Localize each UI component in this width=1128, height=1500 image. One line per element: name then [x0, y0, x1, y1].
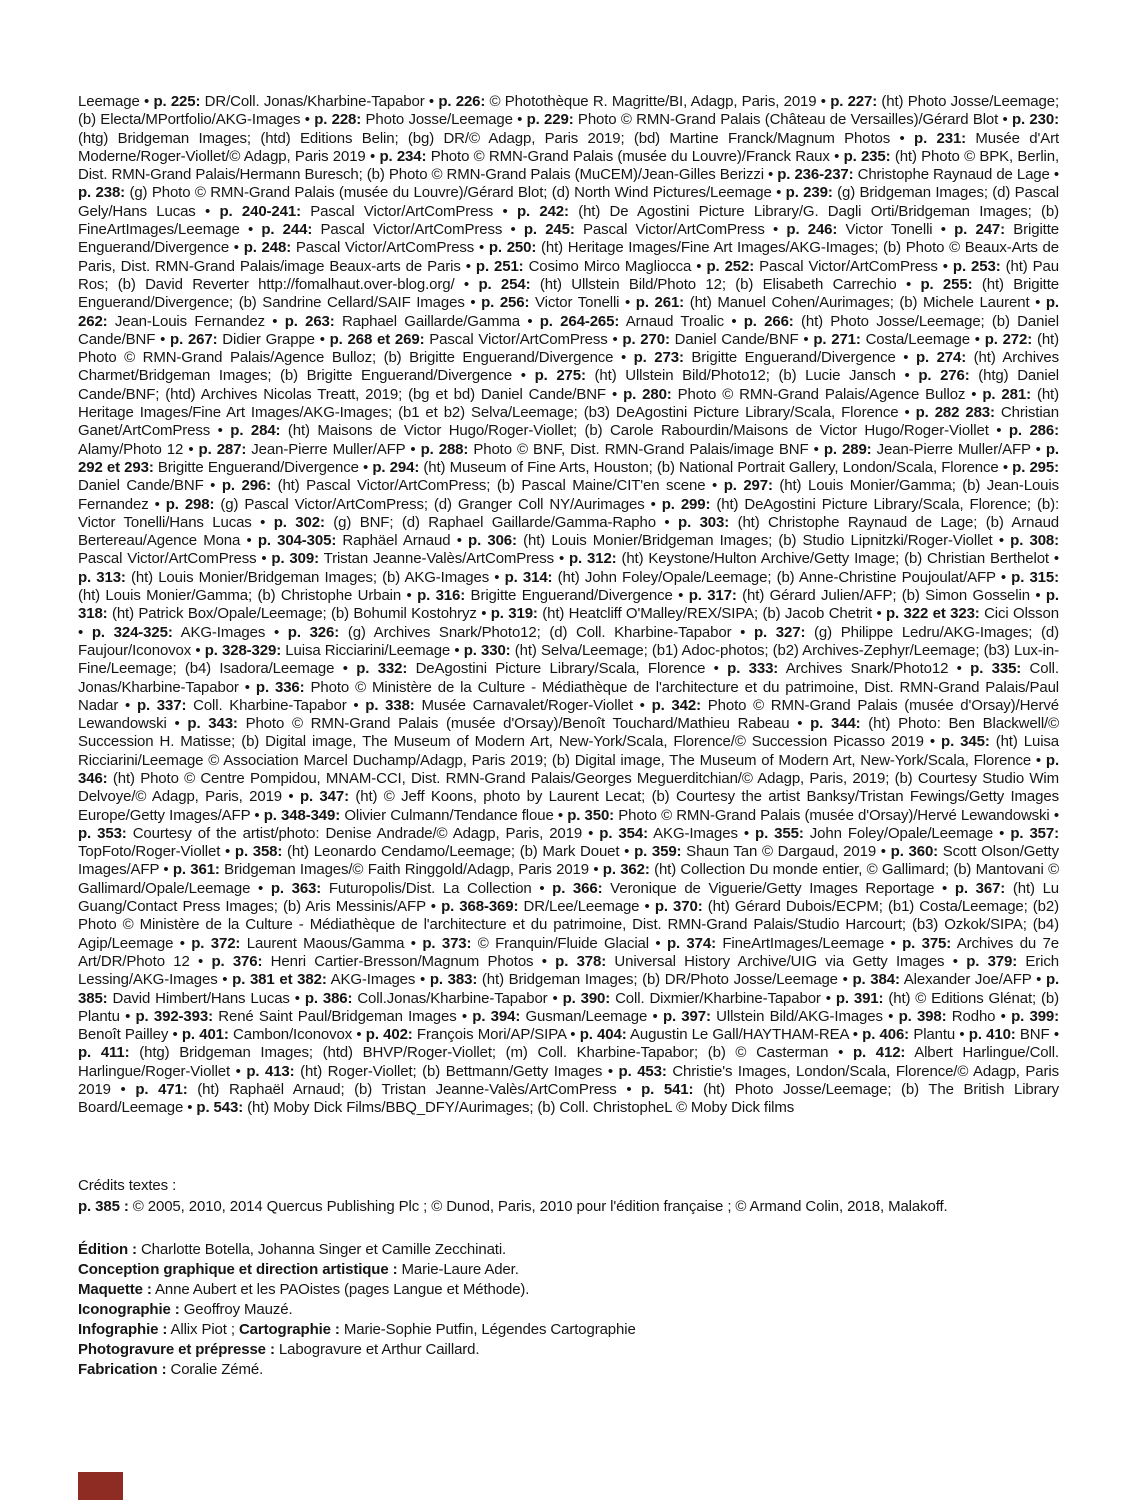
page-ref: p. 248:: [243, 239, 292, 257]
page-ref: p. 289:: [823, 440, 872, 458]
colophon-label: Maquette :: [78, 1281, 152, 1298]
page-ref: p. 345:: [941, 733, 990, 751]
page-ref: p. 313:: [78, 568, 126, 586]
page-ref: p. 378:: [555, 952, 607, 970]
page-ref: p. 413:: [246, 1062, 295, 1080]
page-ref: p. 318:: [78, 587, 1059, 623]
page-ref: p. 270:: [622, 330, 670, 348]
colophon-line: Fabrication : Coralie Zémé.: [78, 1361, 264, 1378]
page-ref: p. 350:: [567, 806, 615, 824]
page-ref: p. 268 et 269:: [329, 330, 425, 348]
colophon-line: Conception graphique et direction artistique : Marie-Laure Ader.: [78, 1261, 519, 1278]
colophon-label: Conception graphique et direction artistique :: [78, 1261, 398, 1278]
page-ref: p. 543:: [196, 1099, 244, 1117]
page-ref: p. 326:: [287, 623, 340, 641]
page-ref: p. 328-329:: [204, 641, 282, 659]
page-ref: p. 332:: [356, 660, 408, 678]
page-ref: p. 247:: [954, 221, 1006, 239]
page-ref: p. 242:: [516, 202, 569, 220]
page-ref: p. 314:: [504, 568, 553, 586]
page-ref: p. 358:: [234, 843, 283, 861]
page-ref: p. 344:: [810, 715, 861, 733]
page-ref: p. 261:: [635, 294, 685, 312]
page-ref: p. 234:: [379, 147, 427, 165]
photo-credits-paragraph: Leemage • p. 225: DR/Coll. Jonas/Kharbine-Tapabor • p. 226: © Photothèque R. Magritte/BI, Adagp, Paris, 2019 • p. 227: (ht) Photo Josse/Leemage; (b) Electa/MPortfolio/AKG-Images • p. 228: Photo Josse/Leemage • p. 229: Photo © RMN-Grand Palais (Château de Versailles)/Gérard Blot • p. 230: (htg) Bridgeman Images; (htd) Editions Belin; (bg) DR/© Adagp, Paris 2019; (bd) Martine Franck/Magnum Photos • p. 231: Musée d'Art Moderne/Roger-Viollet/© Adagp, Paris 2019 • p. 234: Photo © RMN-Grand Palais (musée du Louvre)/Franck Raux • p. 235: (ht) Photo © BPK, Berlin, Dist. RMN-Grand Palais/Hermann Buresch; (b) Photo © RMN-Grand Palais (MuCEM)/Jean-Gilles Berizzi • p. 236-237: Christophe Raynaud de Lage • p. 238: (g) Photo © RMN-Grand Palais (musée du Louvre)/Gérard Blot; (d) North Wind Pictures/Leemage • p. 239: (g) Bridgeman Images; (d) Pascal Gely/Hans Lucas • p. 240-241: Pascal Victor/ArtComPress • p. 242: (ht) De Agostini Picture Library/G. Dagli Orti/Bridgeman Images; (b) FineArtImages/Leemage • p. 244: Pascal Victor/ArtComPress • p. 245: Pascal Victor/ArtComPress • p. 246: Victor Tonelli • p. 247: Brigitte Enguerand/Divergence • p. 248: Pascal Victor/ArtComPress • p. 250: (ht) Heritage Images/Fine Art Images/AKG-Images; (b) Photo © Beaux-Arts de Paris, Dist. RMN-Grand Palais/image Beaux-arts de Paris • p. 251: Cosimo Mirco Magliocca • p. 252: Pascal Victor/ArtComPress • p. 253: (ht) Pau Ros; (b) David Reverter http://fomalhaut.over-blog.org/ • p. 254: (ht) Ullstein Bild/Photo 12; (b) Elisabeth Carrechio • p. 255: (ht) Brigitte Enguerand/Divergence; (b) Sandrine Cellard/SAIF Images • p. 256: Victor Tonelli • p. 261: (ht) Manuel Cohen/Aurimages; (b) Michele Laurent • p. 262: Jean-Louis Fernandez • p. 263: Raphael Gaillarde/Gamma • p. 264-265: Arnaud Troalic • p. 266: (ht) Photo Josse/Leemage; (b) Daniel Cande/BNF • p. 267: Didier Grappe • p. 268 et 269: Pascal Victor/ArtComPress • p. 270: Daniel Cande/BNF • p. 271: Costa/Leemage • p. 272: (ht) Photo © RMN-Grand Palais/Agence Bulloz; (b) Brigitte Enguerand/Divergence • p. 273: Brigitte Enguerand/Divergence • p. 274: (ht) Archives Charmet/Bridgeman Images; (b) Brigitte Enguerand/Divergence • p. 275: (ht) Ullstein Bild/Photo12; (b) Lucie Jansch • p. 276: (htg) Daniel Cande/BNF; (htd) Archives Nicolas Treatt, 2019; (bg et bd) Daniel Cande/BNF • p. 280: Photo © RMN-Grand Palais/Agence Bulloz • p. 281: (ht) Heritage Images/Fine Art Images/AKG-Images; (b1 et b2) Selva/Leemage; (b3) DeAgostini Picture Library/Scala, Florence • p. 282 283: Christian Ganet/ArtComPress • p. 284: (ht) Maisons de Victor Hugo/Roger-Viollet; (b) Carole Rabourdin/Maisons de Victor Hugo/Roger-Viollet • p. 286: Alamy/Photo 12 • p. 287: Jean-Pierre Muller/AFP • p. 288: Photo © BNF, Dist. RMN-Grand Palais/image BNF • p. 289: Jean-Pierre Muller/AFP • p. 292 et 293: Brigitte Enguerand/Divergence • p. 294: (ht) Museum of Fine Arts, Houston; (b) National Portrait Gallery, London/Scala, Florence • p. 295: Daniel Cande/BNF • p. 296: (ht) Pascal Victor/ArtComPress; (b) Pascal Maine/CIT'en scene • p. 297: (ht) Louis Monier/Gamma; (b) Jean-Louis Fernandez • p. 298: (g) Pascal Victor/ArtComPress; (d) Granger Coll NY/Aurimages • p. 299: (ht) DeAgostini Picture Library/Scala, Florence; (b): Victor Tonelli/Hans Lucas • p. 302: (g) BNF; (d) Raphael Gaillarde/Gamma-Rapho • p. 303: (ht) Christophe Raynaud de Lage; (b) Arnaud Bertereau/Agence Mona • p. 304-305: Raphäel Arnaud • p. 306: (ht) Louis Monier/Bridgeman Images; (b) Studio Lipnitzki/Roger-Viollet • p. 308: Pascal Victor/ArtComPress • p. 309: Tristan Jeanne-Valès/ArtComPress • p. 312: (ht) Keystone/Hulton Archive/Getty Image; (b) Christian Berthelot • p. 313: (ht) Louis Monier/Bridgeman Images; (b) AKG-Images • p. 314: (ht) John Foley/Opale/Leemage; (b) Anne-Christine Poujoulat/AFP • p. 315: (ht) Louis Monier/Gamma; (b) Christophe Urbain • p. 316: Brigitte Enguerand/Divergence • p. 317: (ht) Gérard Julien/AFP; (b) Simon Gosselin • p. 318: (ht) Patrick Box/Opale/Leemage; (b) Bohumil Kostohryz • p. 319: (ht) Heatcliff O'Malley/REX/SIPA; (b) Jacob Chetrit • p. 322 et 323: Cici Olsson • p. 324-325: AKG-Images • p. 326: (g) Archives Snark/Photo12; (d) Coll. Kharbine-Tapabor • p. 327: (g) Philippe Ledru/AKG-Images; (d) Faujour/Iconovox • p. 328-329: Luisa Ricciarini/Leemage • p. 330: (ht) Selva/Leemage; (b1) Adoc-photos; (b2) Archives-Zephyr/Leemage; (b3) Lux-in-Fine/Leemage; (b4) Isadora/Leemage • p. 332: DeAgostini Picture Library/Scala, Florence • p. 333: Archives Snark/Photo12 • p. 335: Coll. Jonas/Kharbine-Tapabor • p. 336: Photo © Ministère de la Culture - Médiathèque de l'architecture et du patrimoine, Dist. RMN-Grand Palais/Paul Nadar • p. 337: Coll. Kharbine-Tapabor • p. 338: Musée Carnavalet/Roger-Viollet • p. 342: Photo © RMN-Grand Palais (musée d'Orsay)/Hervé Lewandowski • p. 343: Photo © RMN-Grand Palais (musée d'Orsay)/Benoît Touchard/Mathieu Rabeau • p. 344: (ht) Photo: Ben Blackwell/© Succession H. Matisse; (b) Digital image, The Museum of Modern Art, New-York/Scala, Florence/© Succession Picasso 2019 • p. 345: (ht) Luisa Ricciarini/Leemage © Association Marcel Duchamp/Adagp, Paris 2019; (b) Digital image, The Museum of Modern Art, New-York/Scala, Florence • p. 346: (ht) Photo © Centre Pompidou, MNAM-CCI, Dist. RMN-Grand Palais/Georges Meguerditchian/© Adagp, Paris, 2019; (b) Courtesy Studio Wim Delvoye/© Adagp, Paris, 2019 • p. 347: (ht) © Jeff Koons, photo by Laurent Lecat; (b) Courtesy the artist Banksy/Tristan Fewings/Getty Images Europe/Getty Images/AFP • p. 348-349: Olivier Culmann/Tendance floue • p. 350: Photo © RMN-Grand Palais (musée d'Orsay)/Hervé Lewandowski • p. 353: Courtesy of the artist/photo: Denise Andrade/© Adagp, Paris, 2019 • p. 354: AKG-Images • p. 355: John Foley/Opale/Leemage • p. 357: TopFoto/Roger-Viollet • p. 358: (ht) Leonardo Cendamo/Leemage; (b) Mark Douet • p. 359: Shaun Tan © Dargaud, 2019 • p. 360: Scott Olson/Getty Images/AFP • p. 361: Bridgeman Images/© Faith Ringgold/Adagp, Paris 2019 • p. 362: (ht) Collection Du monde entier, © Gallimard; (b) Mantovani © Gallimard/Opale/Leemage • p. 363: Futuropolis/Dist. La Collection • p. 366: Veronique de Viguerie/Getty Images Reportage • p. 367: (ht) Lu Guang/Contact Press Images; (b) Aris Messinis/AFP • p. 368-369: DR/Lee/Leemage • p. 370: (ht) Gérard Dubois/ECPM; (b1) Costa/Leemage; (b2) Photo © Ministère de la Culture - Médiathèque de l'architecture et du patrimoine, Dist. RMN-Grand Palais/Studio Harcourt; (b3) Ozkok/SIPA; (b4) Agip/Leemage • p. 372: Laurent Maous/Gamma • p. 373: © Franquin/Fluide Glacial • p. 374: FineArtImages/Leemage • p. 375: Archives du 7e Art/DR/Photo 12 • p. 376: Henri Cartier-Bresson/Magnum Photos • p. 378: Universal History Archive/UIG via Getty Images • p. 379: Erich Lessing/AKG-Images • p. 381 et 382: AKG-Images • p. 383: (ht) Bridgeman Images; (b) DR/Photo Josse/Leemage • p. 384: Alexander Joe/AFP • p. 385: David Himbert/Hans Lucas • p. 386: Coll.Jonas/Kharbine-Tapabor • p. 390: Coll. Dixmier/Kharbine-Tapabor • p. 391: (ht) © Editions Glénat; (b) Plantu • p. 392-393: René Saint Paul/Bridgeman Images • p. 394: Gusman/Leemage • p. 397: Ullstein Bild/AKG-Images • p. 398: Rodho • p. 399: Benoît Pailley • p. 401: Cambon/Iconovox • p. 402: François Mori/AP/SIPA • p. 404: Augustin Le Gall/HAYTHAM-REA • p. 406: Plantu • p. 410: BNF • p. 411: (htg) Bridgeman Images; (htd) BHVP/Roger-Viollet; (m) Coll. Kharbine-Tapabor; (b) © Casterman • p. 412: Albert Harlingue/Coll. Harlingue/Roger-Viollet • p. 413: (ht) Roger-Viollet; (b) Bettmann/Getty Images • p. 453: Christie's Images, London/Scala, Florence/© Adagp, Paris 2019 • p. 471: (ht) Raphaël Arnaud; (b) Tristan Jeanne-Valès/ArtComPress • p. 541: (ht) Photo Josse/Leemage; (b) The British Library Board/Leemage • p. 543: (ht) Moby Dick Films/BBQ_DFY/Aurimages; (b) Coll. ChristopheL © Moby Dick films: [78, 93, 1060, 1117]
page-ref: p. 256:: [481, 294, 530, 312]
page-ref: p. 381 et 382:: [232, 971, 327, 989]
page-ref: p. 287:: [198, 440, 247, 458]
page-ref: p. 236-237:: [777, 166, 854, 184]
page-ref: p. 383:: [429, 971, 478, 989]
page-ref: p. 367:: [954, 879, 1006, 897]
page-ref: p. 406:: [862, 1026, 910, 1044]
page-ref: p. 362:: [602, 861, 650, 879]
text-credits-heading: Crédits textes :: [78, 1177, 177, 1194]
page-ref: p. 315:: [1011, 568, 1059, 586]
page-ref: p. 308:: [1010, 532, 1060, 550]
page-ref: p. 250:: [488, 239, 537, 257]
page-ref: p. 238:: [78, 184, 126, 202]
page-ref: p. 225:: [153, 93, 201, 110]
page-ref: p. 376:: [211, 952, 263, 970]
page-ref: p. 239:: [785, 184, 833, 202]
colophon-line: Maquette : Anne Aubert et les PAOistes (pages Langue et Méthode).: [78, 1281, 530, 1298]
page-ref: p. 392-393:: [135, 1007, 213, 1025]
page-ref: p. 312:: [569, 550, 617, 568]
page-ref: p. 263:: [284, 312, 335, 330]
page-ref: p. 255:: [920, 275, 973, 293]
page-ref: p. 264-265:: [539, 312, 620, 330]
page-ref: p. 453:: [618, 1062, 667, 1080]
page-ref: p. 404:: [579, 1026, 627, 1044]
text-credits-page-ref: p. 385 :: [78, 1198, 129, 1215]
page-ref: p. 297:: [723, 477, 773, 495]
colophon-line: Édition : Charlotte Botella, Johanna Singer et Camille Zecchinati.: [78, 1241, 507, 1258]
page-ref: p. 366:: [552, 879, 603, 897]
page-ref: p. 348-349:: [263, 806, 341, 824]
page-ref: p. 252:: [706, 257, 755, 275]
page-ref: p. 330:: [463, 641, 511, 659]
page-ref: p. 240-241:: [219, 202, 301, 220]
page-ref: p. 360:: [890, 843, 939, 861]
page-ref: p. 286:: [1008, 422, 1059, 440]
page-ref: p. 303:: [678, 513, 730, 531]
page-ref: p. 271:: [813, 330, 861, 348]
page-ref: p. 357:: [1010, 824, 1060, 842]
page-ref: p. 266:: [743, 312, 794, 330]
page-ref: p. 363:: [270, 879, 322, 897]
page-ref: p. 336:: [255, 678, 305, 696]
page-ref: p. 229:: [526, 111, 574, 129]
page-ref: p. 276:: [918, 367, 970, 385]
page-ref: p. 342:: [651, 696, 701, 714]
page-ref: p. 390:: [562, 989, 611, 1007]
page-ref: p. 251:: [475, 257, 524, 275]
page-ref: p. 280:: [623, 385, 672, 403]
page-ref: p. 324-325:: [91, 623, 173, 641]
page-ref: p. 347:: [299, 788, 349, 806]
page-ref: p. 316:: [417, 587, 466, 605]
page-ref: p. 401:: [181, 1026, 229, 1044]
colophon-label: Photogravure et prépresse :: [78, 1341, 275, 1358]
page-ref: p. 226:: [438, 93, 486, 110]
page-ref: p. 298:: [165, 495, 215, 513]
page-ref: p. 346:: [78, 751, 1059, 787]
page-ref: p. 319:: [490, 605, 538, 623]
page-ref: p. 368-369:: [441, 898, 519, 916]
page-ref: p. 391:: [835, 989, 884, 1007]
page-ref: p. 317:: [688, 587, 737, 605]
page-ref: p. 379:: [966, 952, 1018, 970]
page-ref: p. 394:: [472, 1007, 521, 1025]
printer-color-mark: [78, 1472, 123, 1500]
colophon-label: Infographie :: [78, 1321, 168, 1338]
page-ref: p. 235:: [843, 147, 891, 165]
page-ref: p. 282 283:: [915, 404, 995, 422]
page-ref: p. 397:: [662, 1007, 711, 1025]
colophon-label: Iconographie :: [78, 1301, 180, 1318]
page-ref: p. 296:: [221, 477, 272, 495]
page-ref: p. 411:: [78, 1044, 130, 1062]
page-ref: p. 274:: [915, 349, 967, 367]
page-ref: p. 384:: [852, 971, 900, 989]
page-ref: p. 337:: [136, 696, 187, 714]
page-ref: p. 231:: [914, 129, 967, 147]
page-ref: p. 284:: [230, 422, 281, 440]
page-ref: p. 309:: [271, 550, 319, 568]
page-ref: p. 399:: [1011, 1007, 1060, 1025]
page-ref: p. 281:: [982, 385, 1031, 403]
page-ref: p. 541:: [641, 1081, 694, 1099]
colophon-line: Photogravure et prépresse : Labogravure et Arthur Caillard.: [78, 1341, 480, 1358]
page-ref: p. 333:: [727, 660, 779, 678]
page-ref: p. 294:: [372, 458, 420, 476]
page-ref: p. 292 et 293:: [78, 440, 1059, 476]
page-ref: p. 471:: [135, 1081, 188, 1099]
page-ref: p. 386:: [304, 989, 353, 1007]
text-credits-text: © 2005, 2010, 2014 Quercus Publishing Plc ; © Dunod, Paris, 2010 pour l'édition française ; © Armand Colin, 2018, Malakoff.: [128, 1198, 948, 1215]
page-ref: p. 306:: [468, 532, 517, 550]
page-ref: p. 353:: [78, 824, 127, 842]
page-ref: p. 322 et 323:: [886, 605, 980, 623]
text-credits-section: [78, 1176, 1059, 1216]
page-ref: p. 228:: [314, 111, 362, 129]
page-ref: p. 373:: [422, 934, 472, 952]
page-ref: p. 370:: [654, 898, 703, 916]
page-ref: p. 288:: [420, 440, 469, 458]
page-ref: p. 361:: [172, 861, 220, 879]
page-ref: p. 273:: [633, 349, 684, 367]
page-ref: p. 245:: [523, 221, 575, 239]
page-ref: p. 343:: [187, 715, 238, 733]
colophon-section: [78, 1240, 1059, 1380]
page-ref: p. 254:: [478, 275, 531, 293]
page-ref: p. 335:: [970, 660, 1022, 678]
page-ref: p. 246:: [786, 221, 838, 239]
page-ref: p. 375:: [902, 934, 952, 952]
page-ref: p. 295:: [1012, 458, 1059, 476]
page-ref: p. 299:: [661, 495, 711, 513]
page-ref: p. 253:: [952, 257, 1001, 275]
page-ref: p. 410:: [968, 1026, 1016, 1044]
page-ref: p. 267:: [170, 330, 218, 348]
page-ref: p. 327:: [754, 623, 806, 641]
page-ref: p. 355:: [755, 824, 804, 842]
page-ref: p. 354:: [599, 824, 648, 842]
page-ref: p. 372:: [191, 934, 241, 952]
page-ref: p. 244:: [261, 221, 313, 239]
page-ref: p. 374:: [666, 934, 716, 952]
colophon-line: Infographie : Allix Piot ; Cartographie : Marie-Sophie Putfin, Légendes Cartographie: [78, 1321, 636, 1338]
page-ref: p. 230:: [1012, 111, 1059, 129]
colophon-label: Édition :: [78, 1241, 137, 1258]
colophon-line: Iconographie : Geoffroy Mauzé.: [78, 1301, 293, 1318]
page-ref: p. 338:: [365, 696, 415, 714]
page-ref: p. 359:: [634, 843, 682, 861]
colophon-label: Cartographie :: [238, 1321, 340, 1338]
page-ref: p. 302:: [273, 513, 325, 531]
page-ref: p. 412:: [852, 1044, 906, 1062]
text-credits-line: [78, 1197, 1059, 1216]
page-ref: p. 227:: [830, 93, 878, 110]
page-ref: p. 402:: [365, 1026, 413, 1044]
page-ref: p. 272:: [984, 330, 1033, 348]
page-ref: p. 304-305:: [257, 532, 337, 550]
colophon-label: Fabrication :: [78, 1361, 167, 1378]
page-ref: p. 385:: [78, 971, 1060, 1007]
page-ref: p. 398:: [898, 1007, 947, 1025]
page-ref: p. 275:: [534, 367, 586, 385]
page-ref: p. 262:: [78, 294, 1059, 330]
